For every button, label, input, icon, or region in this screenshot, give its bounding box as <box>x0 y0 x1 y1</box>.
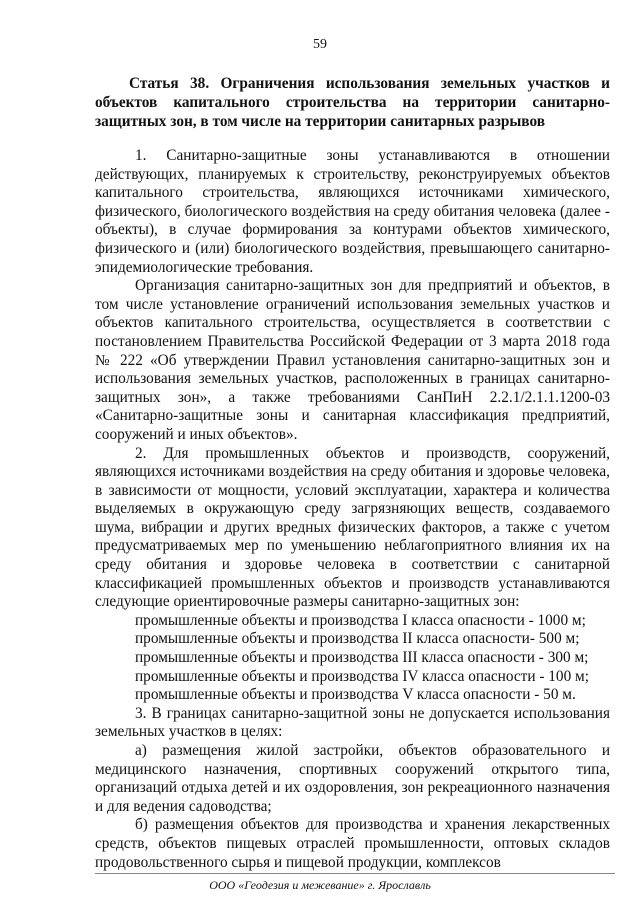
paragraph-4b: б) размещения объектов для производства и хранения лекарственных средств, объектов пищевых отраслей промышленности, оптовых складов продовольственного сырья и пищевой продукции, комплексов <box>95 816 610 871</box>
hazard-class-item-5: промышленные объекты и производства V класса опасности - 50 м. <box>135 686 576 704</box>
article-body <box>95 147 610 872</box>
page-number: 59 <box>313 37 327 52</box>
hazard-class-item-4: промышленные объекты и производства IV класса опасности - 100 м; <box>135 667 589 685</box>
article-heading: Статья 38. Ограничения использования земельных участков и объектов капитального строительства на территории санитарно-защитных зон, в том числе на территории санитарных разрывов <box>95 75 610 130</box>
paragraph-3: 2. Для промышленных объектов и производств, сооружений, являющихся источниками воздействия на среду обитания и здоровье человека, в зависимости от мощности, условий эксплуатации, характера и количества выделяемых в окружающую среду загрязняющих веществ, создаваемого шума, вибрации и других вредных физических факторов, а также с учетом предусматриваемых мер по уменьшению неблагоприятного влияния их на среду обитания и здоровье человека в соответствии с санитарной классификацией промышленных объектов и производств устанавливаются следующие ориентировочные размеры санитарно-защитных зон: <box>95 444 610 611</box>
paragraph-4a: а) размещения жилой застройки, объектов образовательного и медицинского назначения, спортивных сооружений открытого типа, организаций отдыха детей и их оздоровления, зон рекреационного назначения и для ведения садоводства; <box>95 742 610 815</box>
paragraph-2: Организация санитарно-защитных зон для предприятий и объектов, в том числе установление ограничений использования земельных участков и объектов капитального строительства, осуществляется в соответствии с постановлением Правительства Российской Федерации от 3 марта 2018 года № 222 «Об утверждении Правил установления санитарно-защитных зон и использования земельных участков, расположенных в границах санитарно-защитных зон», а также требованиями СанПиН 2.2.1/2.1.1.1200-03 «Санитарно-защитные зоны и санитарная классификация предприятий, сооружений и иных объектов». <box>95 277 610 443</box>
paragraph-1: 1. Санитарно-защитные зоны устанавливаются в отношении действующих, планируемых к строительству, реконструируемых объектов капитального строительства, являющихся источниками химического, физического, биологического воздействия на среду обитания человека (далее - объекты), в случае формирования за контурами объектов химического, физического и (или) биологического воздействия, превышающего санитарно-эпидемиологические требования. <box>95 147 610 276</box>
footer-divider <box>95 873 615 874</box>
paragraph-4: 3. В границах санитарно-защитной зоны не допускается использования земельных участков в целях: <box>95 704 610 741</box>
hazard-class-item-1: промышленные объекты и производства I класса опасности - 1000 м; <box>135 611 586 629</box>
page-footer: ООО «Геодезия и межевание» г. Ярославль <box>209 878 431 892</box>
hazard-class-item-3: промышленные объекты и производства III класса опасности - 300 м; <box>135 649 589 667</box>
hazard-class-item-2: промышленные объекты и производства II класса опасности- 500 м; <box>135 630 580 648</box>
